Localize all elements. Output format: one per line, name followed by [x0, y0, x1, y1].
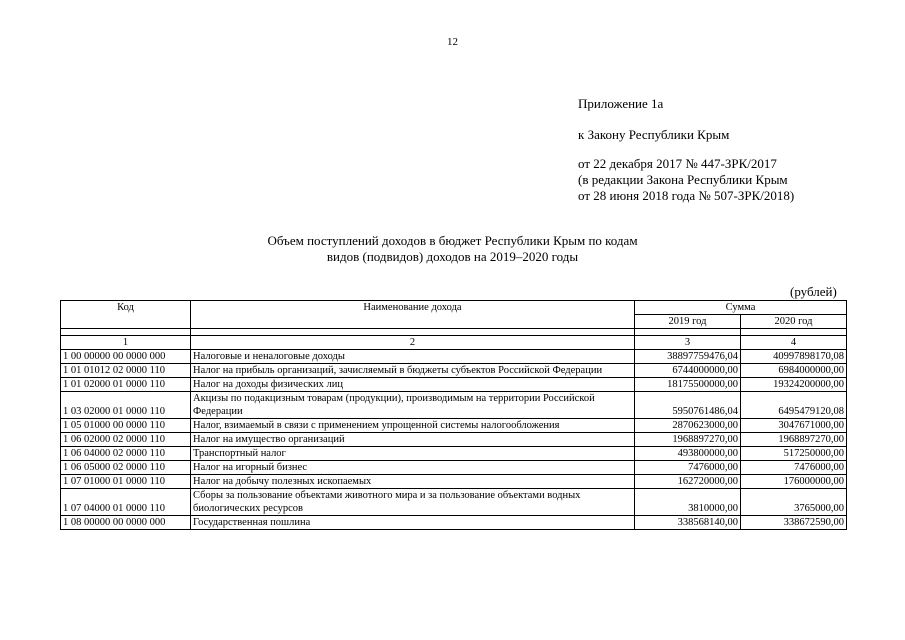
amount-2020-cell: 517250000,00 [741, 447, 847, 461]
table-header-row [61, 301, 847, 315]
amount-2019-cell: 18175500000,00 [635, 378, 741, 392]
table-row [61, 378, 847, 392]
income-code-cell: 1 06 02000 02 0000 110 [61, 433, 191, 447]
income-code-cell: 1 08 00000 00 0000 000 [61, 516, 191, 530]
amount-2019-cell: 493800000,00 [635, 447, 741, 461]
income-name-cell: Налог на имущество организаций [191, 433, 635, 447]
table-row [61, 447, 847, 461]
column-number: 3 [635, 336, 741, 350]
income-name-cell: Сборы за пользование объектами животного мира и за пользование объектами водных биологических ресурсов [191, 489, 635, 516]
amount-2019-cell: 38897759476,04 [635, 350, 741, 364]
income-code-cell: 1 01 01012 02 0000 110 [61, 364, 191, 378]
income-name-cell: Налог на добычу полезных ископаемых [191, 475, 635, 489]
header-year-2020: 2020 год [741, 315, 847, 329]
amount-2020-cell: 3047671000,00 [741, 419, 847, 433]
document-title-line-1: Объем поступлений доходов в бюджет Республики Крым по кодам [267, 233, 638, 248]
income-code-cell: 1 03 02000 01 0000 110 [61, 392, 191, 419]
amount-2020-cell: 1968897270,00 [741, 433, 847, 447]
table-row [61, 419, 847, 433]
income-code-cell: 1 06 05000 02 0000 110 [61, 461, 191, 475]
appendix-label: Приложение 1а [578, 96, 664, 111]
amount-2019-cell: 3810000,00 [635, 489, 741, 516]
table-row [61, 364, 847, 378]
amount-2020-cell: 19324200000,00 [741, 378, 847, 392]
table-row [61, 461, 847, 475]
document-title-line-2: видов (подвидов) доходов на 2019–2020 годы [326, 249, 579, 264]
appendix-revision-note: (в редакции Закона Республики Крым [578, 172, 788, 187]
column-number: 4 [741, 336, 847, 350]
amount-2020-cell: 338672590,00 [741, 516, 847, 530]
table-body [61, 350, 847, 530]
table-row [61, 475, 847, 489]
amount-2020-cell: 3765000,00 [741, 489, 847, 516]
income-name-cell: Налог на игорный бизнес [191, 461, 635, 475]
appendix-revision-date: от 28 июня 2018 года № 507-ЗРК/2018) [578, 188, 795, 203]
income-name-cell: Акцизы по подакцизным товарам (продукции), производимым на территории Российской Федерации [191, 392, 635, 419]
table-row [61, 350, 847, 364]
column-number-row [61, 336, 847, 350]
header-name: Наименование дохода [191, 301, 635, 329]
income-name-cell: Налоговые и неналоговые доходы [191, 350, 635, 364]
amount-2019-cell: 162720000,00 [635, 475, 741, 489]
column-number: 1 [61, 336, 191, 350]
income-name-cell: Налог на прибыль организаций, зачисляемый в бюджеты субъектов Российской Федерации [191, 364, 635, 378]
page-number: 12 [447, 36, 458, 48]
income-code-cell: 1 07 01000 01 0000 110 [61, 475, 191, 489]
table-row [61, 516, 847, 530]
amount-2020-cell: 40997898170,08 [741, 350, 847, 364]
amount-2019-cell: 1968897270,00 [635, 433, 741, 447]
amount-2020-cell: 7476000,00 [741, 461, 847, 475]
income-name-cell: Налог, взимаемый в связи с применением упрощенной системы налогообложения [191, 419, 635, 433]
amount-2020-cell: 176000000,00 [741, 475, 847, 489]
table-spacer-row [61, 329, 847, 336]
income-name-cell: Налог на доходы физических лиц [191, 378, 635, 392]
table-row [61, 489, 847, 516]
header-year-2019: 2019 год [635, 315, 741, 329]
amount-2019-cell: 7476000,00 [635, 461, 741, 475]
revenue-table [60, 300, 847, 530]
amount-2020-cell: 6495479120,08 [741, 392, 847, 419]
income-name-cell: Транспортный налог [191, 447, 635, 461]
header-sum: Сумма [635, 301, 847, 315]
income-code-cell: 1 00 00000 00 0000 000 [61, 350, 191, 364]
table-row [61, 433, 847, 447]
header-code: Код [61, 301, 191, 329]
column-number: 2 [191, 336, 635, 350]
income-name-cell: Государственная пошлина [191, 516, 635, 530]
amount-2019-cell: 2870623000,00 [635, 419, 741, 433]
income-code-cell: 1 01 02000 01 0000 110 [61, 378, 191, 392]
amount-2020-cell: 6984000000,00 [741, 364, 847, 378]
appendix-law-reference: к Закону Республики Крым [578, 127, 730, 142]
document-title [0, 233, 905, 265]
income-code-cell: 1 06 04000 02 0000 110 [61, 447, 191, 461]
currency-unit-label: (рублей) [790, 284, 837, 299]
amount-2019-cell: 5950761486,04 [635, 392, 741, 419]
table-row [61, 392, 847, 419]
amount-2019-cell: 338568140,00 [635, 516, 741, 530]
appendix-law-date: от 22 декабря 2017 № 447-ЗРК/2017 [578, 156, 777, 171]
income-code-cell: 1 05 01000 00 0000 110 [61, 419, 191, 433]
appendix-block [578, 96, 794, 204]
amount-2019-cell: 6744000000,00 [635, 364, 741, 378]
income-code-cell: 1 07 04000 01 0000 110 [61, 489, 191, 516]
